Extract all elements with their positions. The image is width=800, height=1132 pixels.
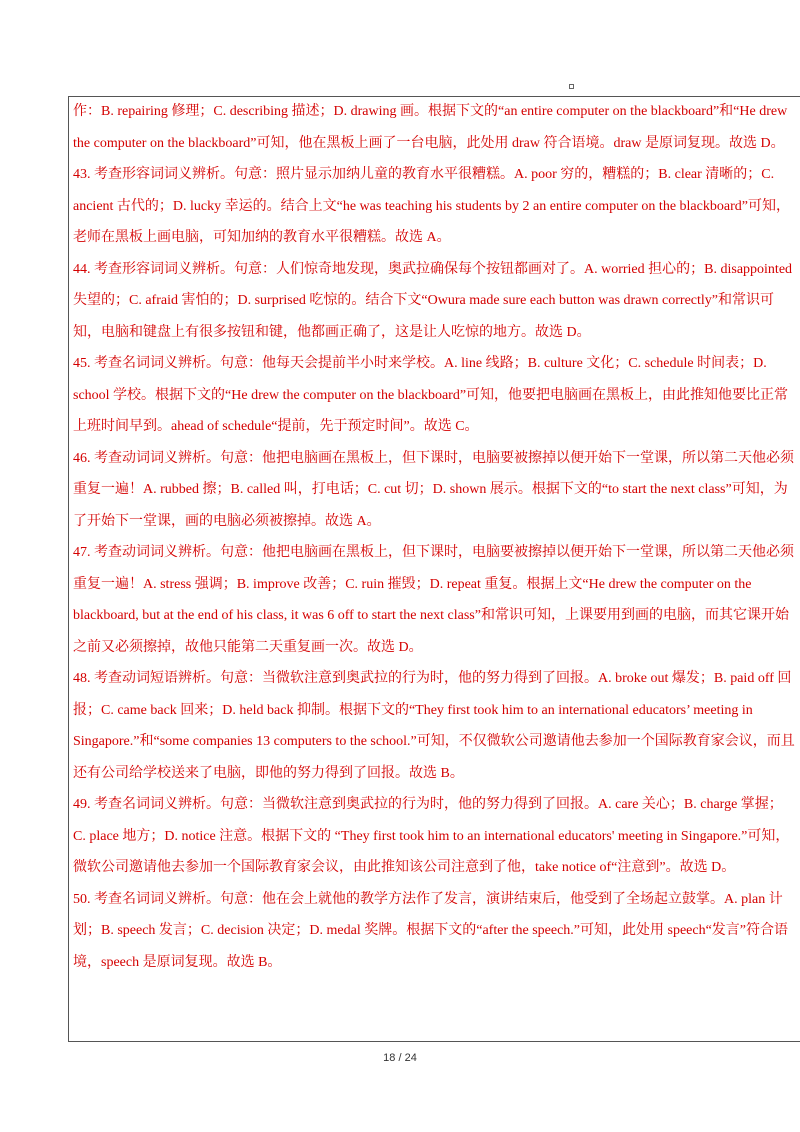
paragraph-49: 49. 考查名词词义辨析。句意：当微软注意到奥武拉的行为时，他的努力得到了回报。A. care 关心；B. charge 掌握；C. place 地方；D. notice 注意。根据下文的 “They first took him to an international educators' meeting in Singapore.”可知，微软公司邀请他去参加一个国际教育家会议，由此推知该公司注意到了他，take notice of“注意到”。故选 D。 (73, 797, 790, 875)
paragraph-43: 43. 考查形容词词义辨析。句意：照片显示加纳儿童的教育水平很糟糕。A. poor 穷的，糟糕的；B. clear 清晰的；C. ancient 古代的；D. lucky 幸运的。结合上文“he was teaching his students by 2 an entire computer on the blackboard”可知，老师在黑板上画电脑，可知加纳的教育水平很糟糕。故选 A。 (73, 167, 790, 245)
paragraph-45: 45. 考查名词词义辨析。句意：他每天会提前半小时来学校。A. line 线路；B. culture 文化；C. schedule 时间表；D. school 学校。根据下文的“He drew the computer on the blackboard”可知，他要把电脑画在黑板上，由此推知他要比正常上班时间早到。ahead of schedule“提前，先于预定时间”。故选 C。 (73, 356, 789, 434)
paragraph-46: 46. 考查动词词义辨析。句意：他把电脑画在黑板上，但下课时，电脑要被擦掉以便开始下一堂课，所以第二天他必须重复一遍！A. rubbed 擦；B. called 叫，打电话；C. cut 切；D. shown 展示。根据下文的“to start the next class”可知，为了开始下一堂课，画的电脑必须被擦掉。故选 A。 (73, 450, 794, 529)
page-number: 18 / 24 (383, 1052, 417, 1064)
paragraph-47: 47. 考查动词词义辨析。句意：他把电脑画在黑板上，但下课时，电脑要被擦掉以便开始下一堂课，所以第二天他必须重复一遍！A. stress 强调；B. improve 改善；C. ruin 摧毁；D. repeat 重复。根据上文“He drew the computer on the blackboard, but at the end of his class, it was 6 off to start the next class”和常识可知，上课要用到画的电脑，而其它课开始之前又必须擦掉，故他只能第二天重复画一次。故选 D。 (73, 545, 794, 655)
paragraph-44: 44. 考查形容词词义辨析。句意：人们惊奇地发现，奥武拉确保每个按钮都画对了。A. worried 担心的；B. disappointed 失望的；C. afraid 害怕的；D. surprised 吃惊的。结合下文“Owura made sure each button was drawn correctly”和常识可知，电脑和键盘上有很多按钮和键，他都画正确了，这是让人吃惊的地方。故选 D。 (73, 261, 793, 340)
paragraph-42-continued: 作：B. repairing 修理；C. describing 描述；D. drawing 画。根据下文的“an entire computer on the blackboard”和“He drew the computer on the blackboard”可知，他在黑板上画了一台电脑，此处用 draw 符合语境。draw 是原词复现。故选 D。 (73, 104, 788, 151)
answer-explanations (73, 96, 795, 978)
page-corner-mark (569, 84, 574, 89)
paragraph-50: 50. 考查名词词义辨析。句意：他在会上就他的教学方法作了发言，演讲结束后，他受到了全场起立鼓掌。A. plan 计划；B. speech 发言；C. decision 决定；D. medal 奖牌。根据下文的“after the speech.”可知，此处用 speech“发言”符合语境，speech 是原词复现。故选 B。 (73, 891, 789, 970)
paragraph-48: 48. 考查动词短语辨析。句意：当微软注意到奥武拉的行为时，他的努力得到了回报。A. broke out 爆发；B. paid off 回报；C. came back 回来；D. held back 抑制。根据下文的“They first took him to an international educators’ meeting in Singapore.”和“some companies 13 computers to the school.”可知，不仅微软公司邀请他去参加一个国际教育家会议，而且还有公司给学校送来了电脑，即他的努力得到了回报。故选 B。 (73, 671, 795, 781)
